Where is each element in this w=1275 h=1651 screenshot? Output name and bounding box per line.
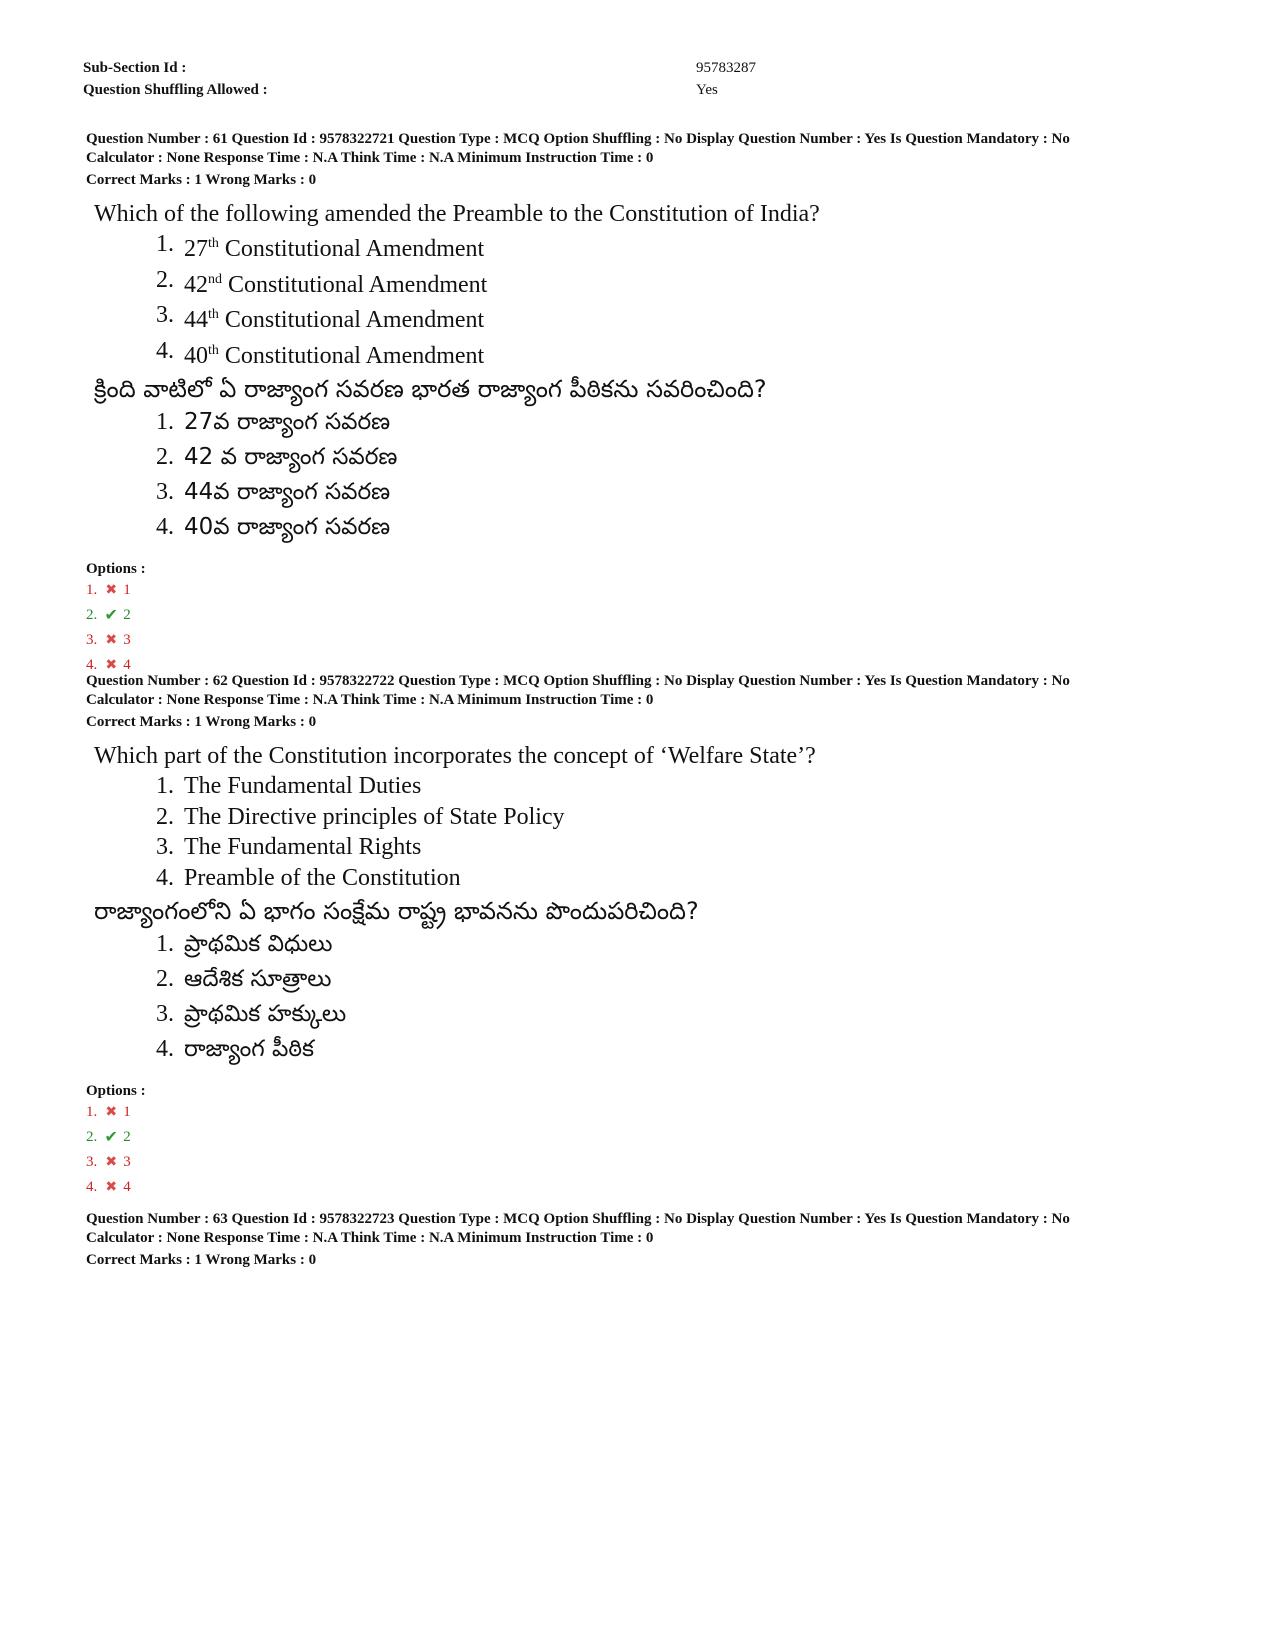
options-label: Options :	[86, 561, 146, 577]
question-meta-line2: Calculator : None Response Time : N.A Think Time : N.A Minimum Instruction Time : 0	[86, 150, 654, 166]
telugu-option-1: 1. 27వ రాజ్యాంగ సవరణ	[156, 409, 391, 435]
check-icon: ✔	[104, 1129, 118, 1146]
question-stem-telugu: క్రింది వాటిలో ఏ రాజ్యాంగ సవరణ భారత రాజ్యాంగ పీఠికను సవరించింది?	[94, 375, 767, 403]
telugu-option-1: 1. ప్రాథమిక విధులు	[156, 931, 333, 957]
question-stem-english: Which of the following amended the Preamble to the Constitution of India?	[94, 201, 820, 227]
english-option-2: 2. 42nd Constitutional Amendment	[156, 266, 488, 298]
answer-option-1: 1. ✖ 1	[86, 1100, 1206, 1125]
cross-icon: ✖	[105, 633, 118, 648]
question-meta-line1: Question Number : 61 Question Id : 9578322721 Question Type : MCQ Option Shuffling : No Display Question Number : Yes Is Question Mandatory : No	[86, 131, 1070, 147]
english-option-1: 1. 27th Constitutional Amendment	[156, 231, 485, 262]
question-stem-telugu: రాజ్యాంగంలోని ఏ భాగం సంక్షేమ రాష్ట్ర భావనను పొందుపరిచింది?	[94, 897, 699, 925]
telugu-option-2: 2. ఆదేశిక సూత్రాలు	[156, 966, 332, 992]
sub-section-label: Sub-Section Id :	[83, 60, 187, 76]
question-meta-line1: Question Number : 62 Question Id : 9578322722 Question Type : MCQ Option Shuffling : No Display Question Number : Yes Is Question Mandatory : No	[86, 673, 1070, 689]
question-63	[86, 1210, 1206, 1269]
shuffling-value: Yes	[696, 82, 718, 98]
telugu-option-4: 4. రాజ్యాంగ పీఠిక	[156, 1036, 315, 1062]
question-62	[86, 672, 1206, 1200]
question-61	[86, 130, 1206, 678]
question-marks: Correct Marks : 1 Wrong Marks : 0	[86, 714, 317, 730]
answer-option-2: 2. ✔ 2	[86, 1125, 1206, 1150]
answer-option-2: 2. ✔ 2	[86, 603, 1206, 628]
options-label: Options :	[86, 1083, 146, 1099]
telugu-option-4: 4. 40వ రాజ్యాంగ సవరణ	[156, 514, 391, 540]
question-marks: Correct Marks : 1 Wrong Marks : 0	[86, 1252, 317, 1268]
cross-icon: ✖	[105, 1105, 118, 1120]
answer-option-1: 1. ✖ 1	[86, 578, 1206, 603]
english-option-4: 4. Preamble of the Constitution	[156, 864, 461, 891]
cross-icon: ✖	[105, 658, 118, 673]
english-option-3: 3. The Fundamental Rights	[156, 834, 422, 860]
english-option-3: 3. 44th Constitutional Amendment	[156, 302, 485, 333]
question-meta-line2: Calculator : None Response Time : N.A Think Time : N.A Minimum Instruction Time : 0	[86, 1230, 654, 1246]
question-stem-english: Which part of the Constitution incorporates the concept of ‘Welfare State’?	[94, 743, 816, 769]
answer-option-3: 3. ✖ 3	[86, 1150, 1206, 1175]
sub-section-value: 95783287	[696, 60, 756, 76]
question-meta-line2: Calculator : None Response Time : N.A Think Time : N.A Minimum Instruction Time : 0	[86, 692, 654, 708]
question-marks: Correct Marks : 1 Wrong Marks : 0	[86, 172, 317, 188]
telugu-option-2: 2. 42 వ రాజ్యాంగ సవరణ	[156, 444, 398, 470]
question-meta-line1: Question Number : 63 Question Id : 9578322723 Question Type : MCQ Option Shuffling : No Display Question Number : Yes Is Question Mandatory : No	[86, 1211, 1070, 1227]
cross-icon: ✖	[105, 1155, 118, 1170]
answer-option-3: 3. ✖ 3	[86, 628, 1206, 653]
telugu-option-3: 3. ప్రాథమిక హక్కులు	[156, 1001, 347, 1027]
answer-option-4: 4. ✖ 4	[86, 653, 1206, 678]
shuffling-label: Question Shuffling Allowed :	[83, 82, 268, 98]
english-option-4: 4. 40th Constitutional Amendment	[156, 337, 485, 369]
telugu-option-3: 3. 44వ రాజ్యాంగ సవరణ	[156, 479, 391, 505]
check-icon: ✔	[104, 607, 118, 624]
english-option-1: 1. The Fundamental Duties	[156, 773, 422, 799]
cross-icon: ✖	[105, 1180, 118, 1195]
cross-icon: ✖	[105, 583, 118, 598]
english-option-2: 2. The Directive principles of State Policy	[156, 803, 565, 830]
answer-option-4: 4. ✖ 4	[86, 1175, 1206, 1200]
